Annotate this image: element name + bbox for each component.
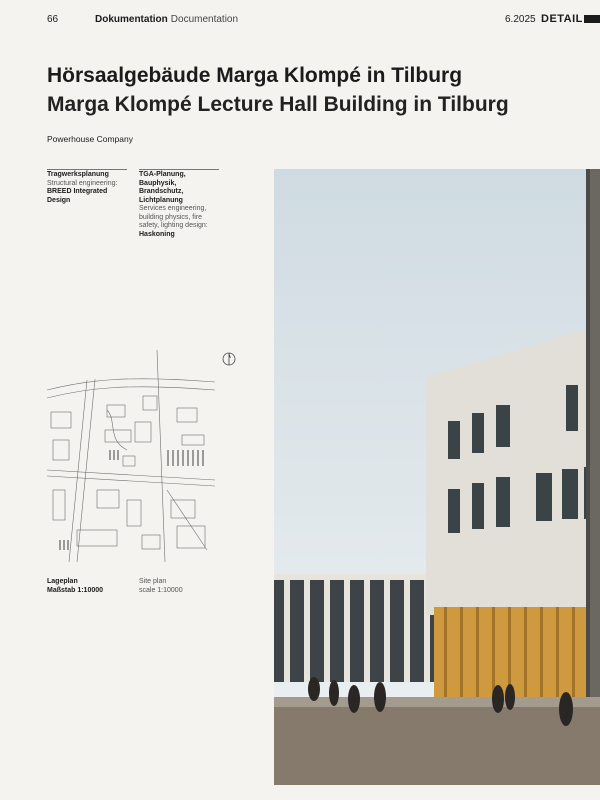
credit-role-en: Services engineering, building physics, fire safety, lighting design: — [139, 205, 208, 229]
site-plan-caption-de — [47, 578, 103, 595]
section-de: Dokumentation — [95, 14, 168, 25]
running-header — [0, 12, 600, 28]
page-title-en: Marga Klompé Lecture Hall Building in Tilburg — [47, 93, 509, 116]
section-en: Documentation — [170, 14, 239, 25]
section-label — [95, 14, 238, 25]
brand-bar — [584, 15, 600, 23]
credit-role-de: Tragwerksplanung — [47, 171, 109, 178]
credit-company: Haskoning — [139, 230, 175, 238]
site-plan-caption-en — [139, 578, 183, 595]
page-title-de: Hörsaalgebäude Marga Klompé in Tilburg — [47, 64, 463, 87]
credit-company: BREED Integrated Design — [47, 188, 108, 204]
credit-role-en: Structural engineering: — [47, 179, 118, 187]
site-plan-label-de: Lageplan — [47, 578, 78, 585]
site-plan-scale-en: scale 1:10000 — [139, 586, 183, 594]
photo-ground — [274, 697, 600, 785]
architect-name: Powerhouse Company — [47, 134, 133, 144]
credit-services — [139, 169, 219, 239]
brand-logo: DETAIL — [541, 13, 583, 25]
credit-structural — [47, 169, 127, 205]
north-arrow-icon — [222, 352, 236, 366]
page-number: 66 — [47, 14, 59, 25]
site-plan-drawing — [47, 350, 215, 562]
issue-number: 6.2025 — [505, 14, 536, 25]
site-plan-label-en: Site plan — [139, 578, 167, 585]
building-photo — [274, 169, 600, 785]
site-plan-scale-de: Maßstab 1:10000 — [47, 586, 104, 594]
credit-role-de: TGA-Planung, Bauphysik, Brandschutz, Lichtplanung — [139, 171, 186, 204]
